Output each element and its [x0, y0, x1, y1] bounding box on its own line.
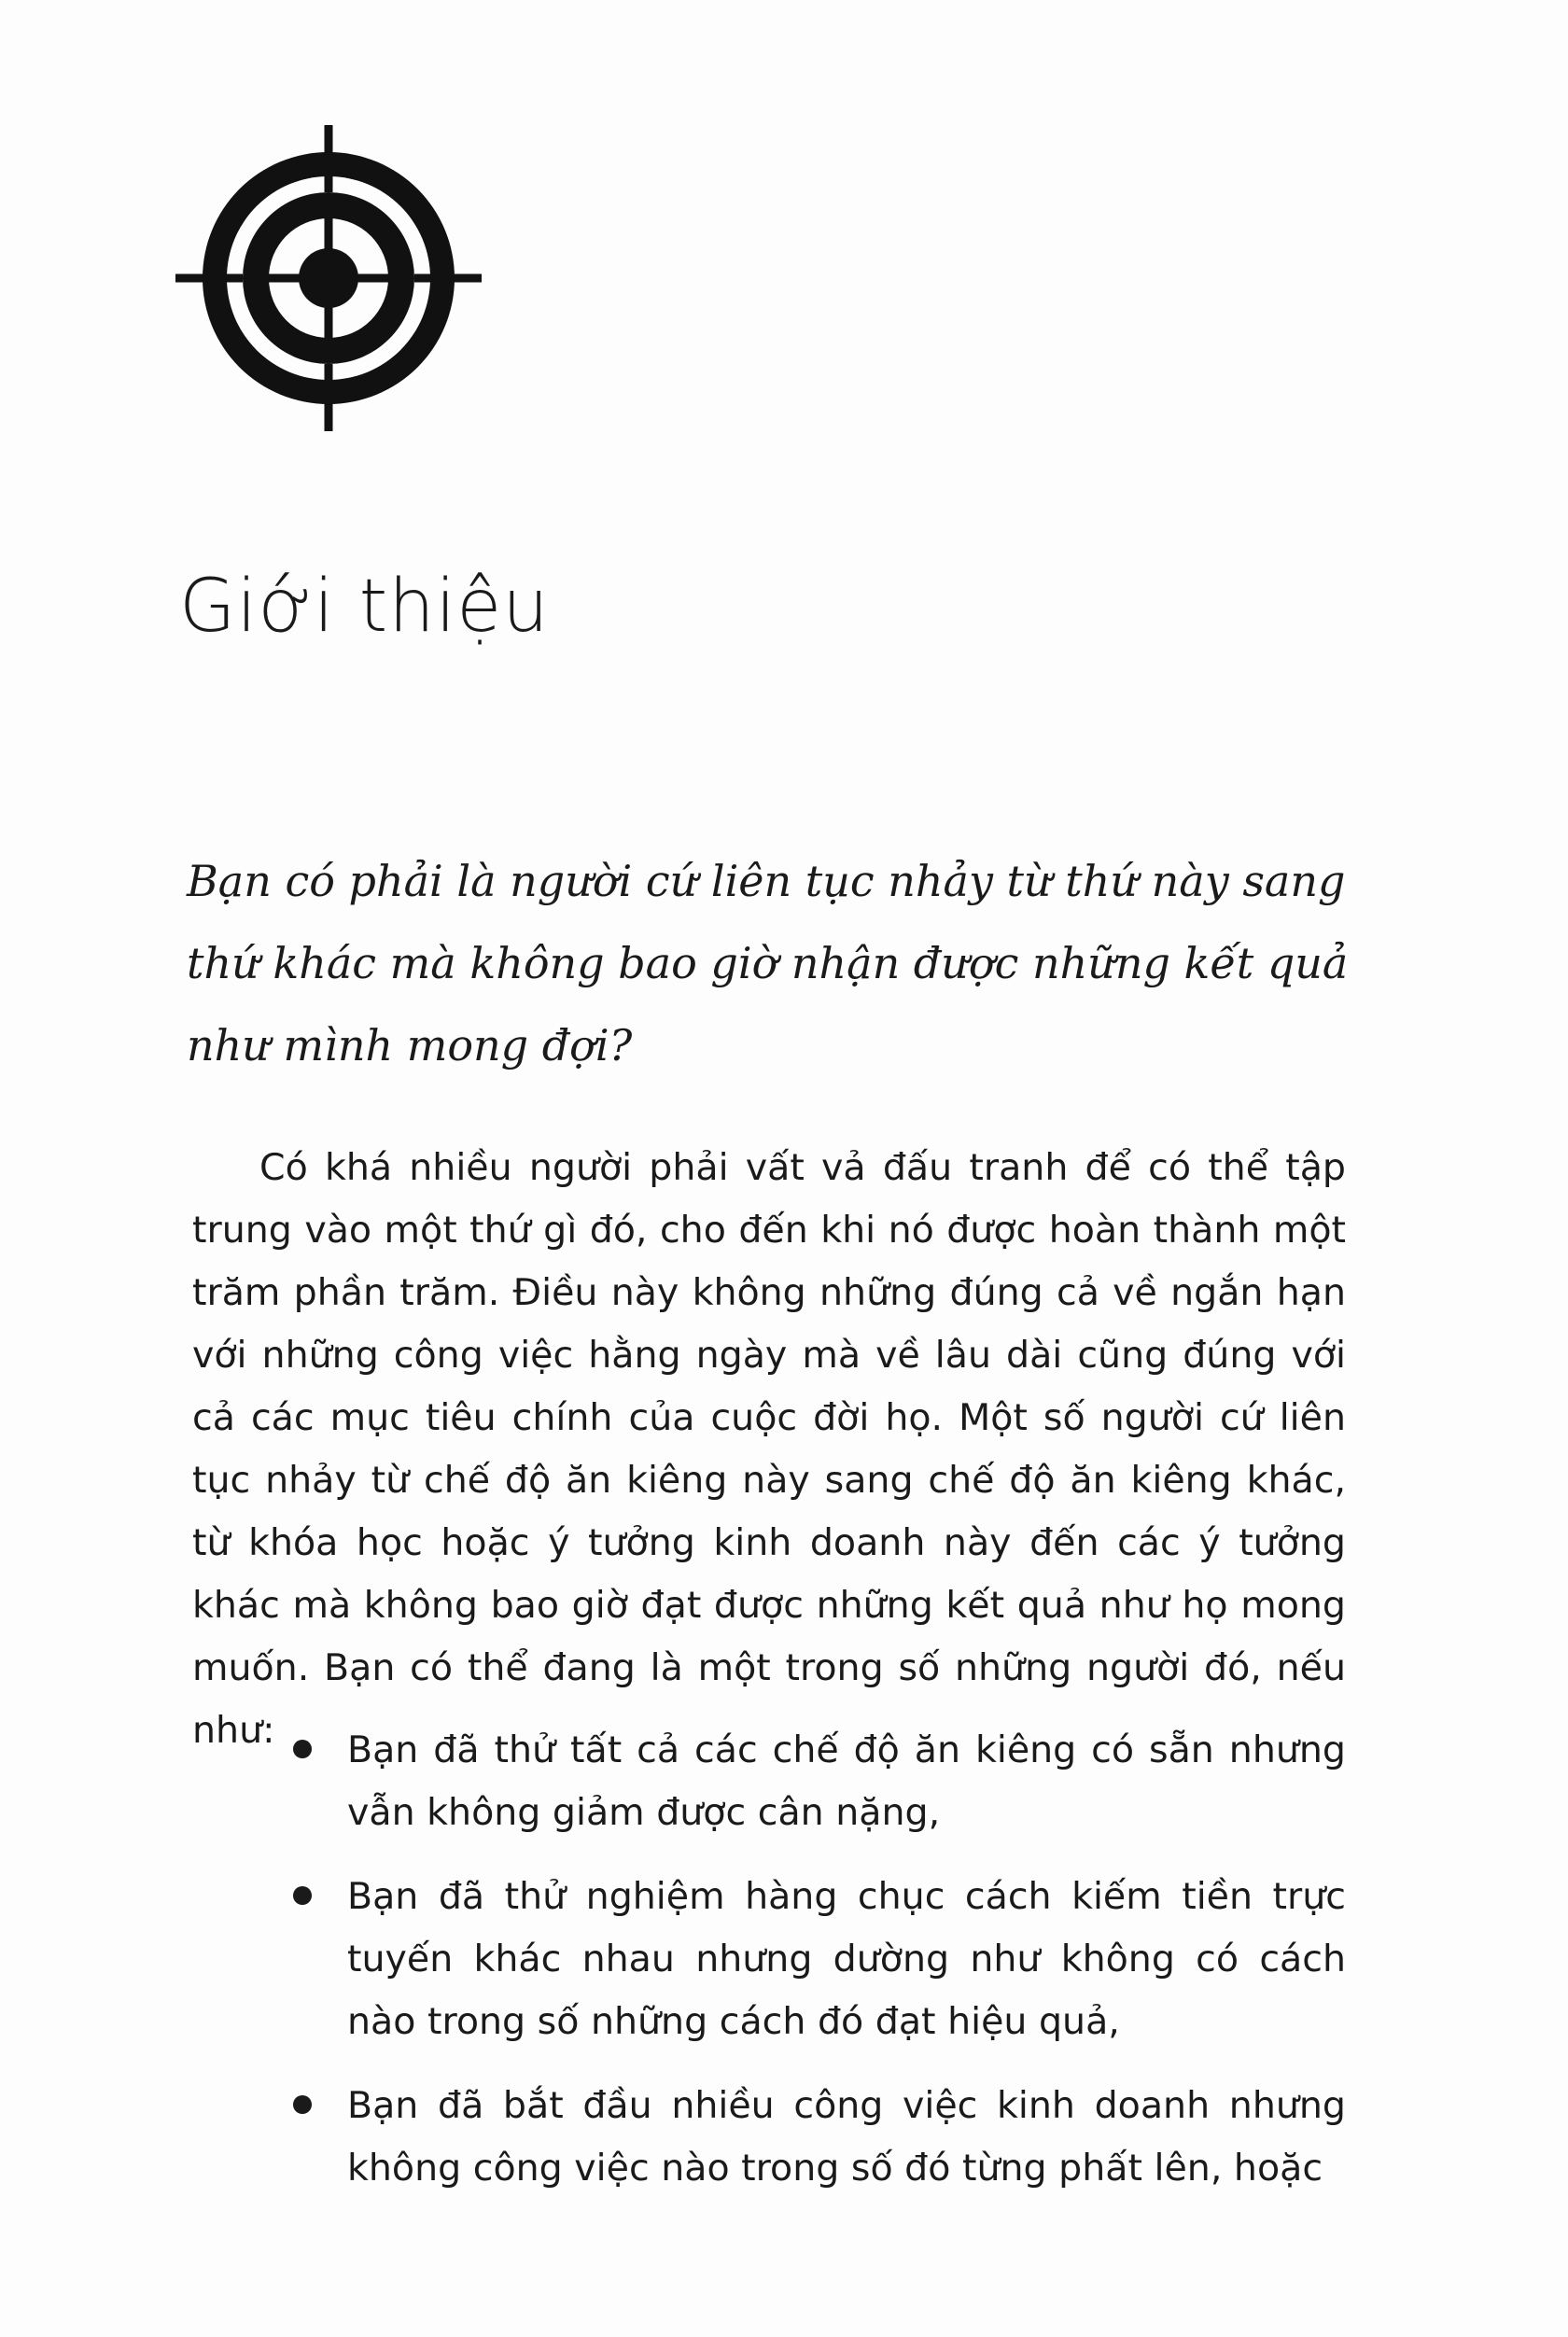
body-paragraph: Có khá nhiều người phải vất vả đấu tranh để có thể tập trung vào một thứ gì đó, cho đến khi nó được hoàn thành một trăm phần trăm. Điều này không những đúng cả về ngắn hạn với những công việc hằng ngày mà về lâu dài cũng đúng với cả các mục tiêu chính của cuộc đời họ. Một số người cứ liên tục nhảy từ chế độ ăn kiêng này sang chế độ ăn kiêng khác, từ khóa học hoặc ý tưởng kinh doanh này đến các ý tưởng khác mà không bao giờ đạt được những kết quả như họ mong muốn. Bạn có thể đang là một trong số những người đó, nếu như:	[192, 1146, 1346, 1752]
bullet-item-2	[289, 1866, 1346, 2053]
bullet-list	[289, 1719, 1346, 2221]
bullet-item-3	[289, 2075, 1346, 2200]
bullet-dot-icon	[293, 1740, 312, 1758]
bullet-text: Bạn đã thử nghiệm hàng chục cách kiếm tiền trực tuyến khác nhau nhưng dường như không có cách nào trong số những cách đó đạt hiệu quả,	[347, 1875, 1346, 2043]
bullet-dot-icon	[293, 2095, 312, 2114]
intro-lead-question: Bạn có phải là người cứ liên tục nhảy từ thứ này sang thứ khác mà không bao giờ nhận được những kết quả như mình mong đợi?	[187, 856, 1349, 1071]
bullet-item-1	[289, 1719, 1346, 1844]
target-icon	[170, 119, 487, 437]
bullet-text: Bạn đã thử tất cả các chế độ ăn kiêng có sẵn nhưng vẫn không giảm được cân nặng,	[347, 1728, 1346, 1834]
bullet-text: Bạn đã bắt đầu nhiều công việc kinh doanh nhưng không công việc nào trong số đó từng phất lên, hoặc	[347, 2084, 1346, 2190]
bullet-dot-icon	[293, 1886, 312, 1905]
chapter-title: Giới thiệu	[179, 565, 550, 649]
